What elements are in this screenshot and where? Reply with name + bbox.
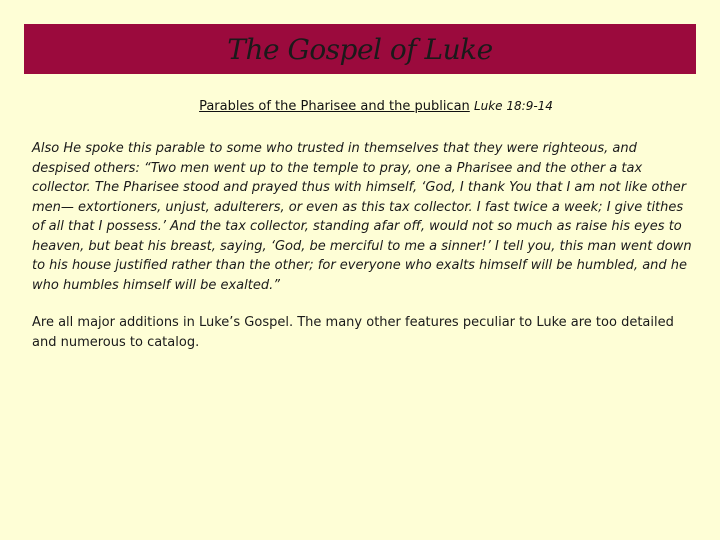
- scripture-reference: Luke 18:9-14: [473, 99, 553, 113]
- title-bar: [24, 24, 696, 74]
- subheading: [0, 99, 720, 114]
- commentary-paragraph: Are all major additions in Luke’s Gospel. The many other features peculiar to Luke are too detailed and numerous to catalog.: [32, 315, 674, 350]
- scripture-passage: Also He spoke this parable to some who trusted in themselves that they were righteous, and despised others: “Two men went up to the temple to pray, one a Pharisee and the other a tax collector. The Pharisee stood and prayed thus with himself, ‘God, I thank You that I am not like other men— extortioners, unjust, adulterers, or even as this tax collector. I fast twice a week; I give tithes of all that I possess.’ And the tax collector, standing afar off, would not so much as raise his eyes to heaven, but beat his breast, saying, ‘God, be merciful to me a sinner!’ I tell you, this man went down to his house justified rather than the other; for everyone who exalts himself will be humbled, and he who humbles himself will be exalted.”: [32, 141, 692, 293]
- slide-title: The Gospel of Luke: [227, 32, 493, 66]
- subheading-title: Parables of the Pharisee and the publican: [199, 99, 470, 114]
